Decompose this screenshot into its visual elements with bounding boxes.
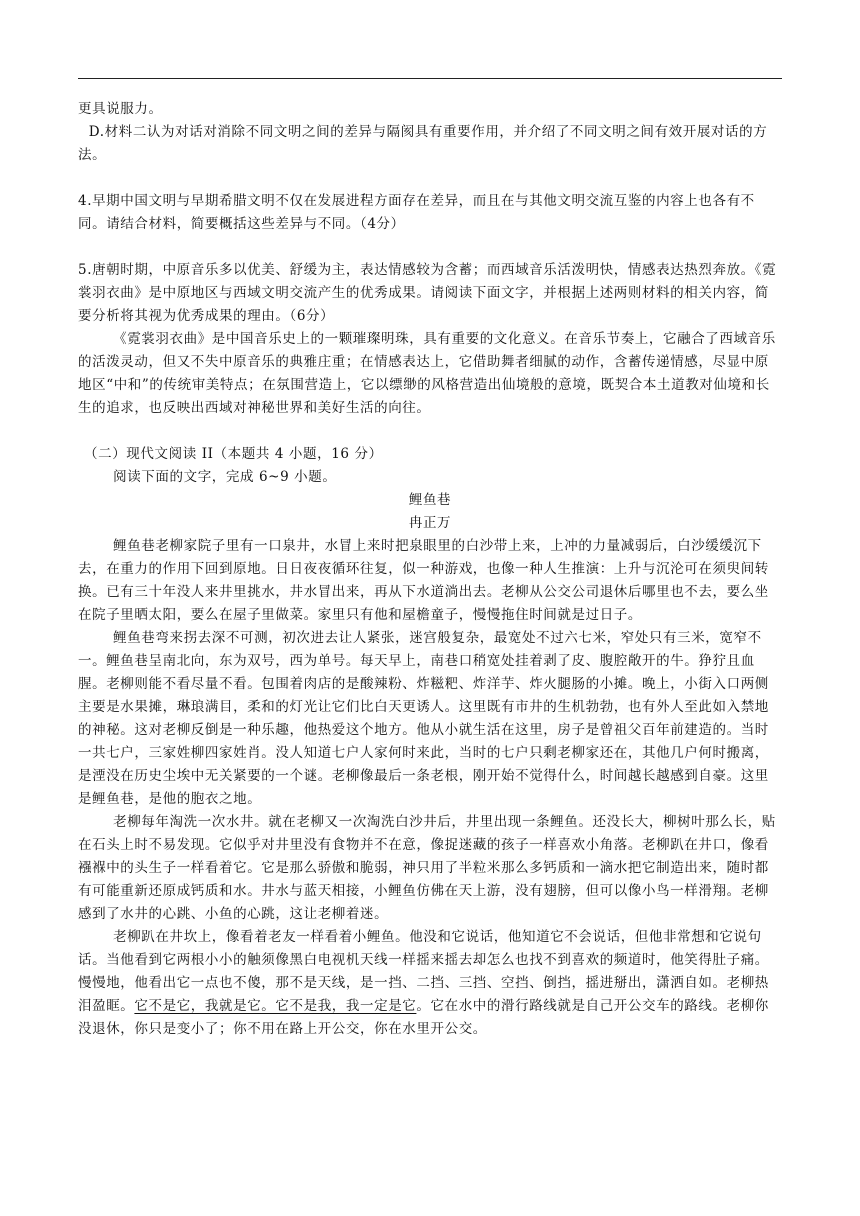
- question-5: 5.唐朝时期，中原音乐多以优美、舒缓为主，表达情感较为含蓄；而西域音乐活泼明快，情感表达热烈奔放。《霓裳羽衣曲》是中原地区与西域文明交流产生的优秀成果。请阅读下面文字，并根据上述两则材料的相关内容，简要分析将其视为优秀成果的理由。（6分）: [78, 262, 777, 324]
- question-4: 4.早期中国文明与早期希腊文明不仅在发展进程方面存在差异，而且在与其他文明交流互鉴的内容上也各有不同。请结合材料，简要概括这些差异与不同。（4分）: [78, 193, 755, 232]
- story-paragraph-4: [78, 926, 782, 1041]
- header-rule: [78, 78, 782, 79]
- spacer: [78, 167, 782, 190]
- paragraph-4-text-before: 老柳趴在井坎上，像看着老友一样看着小鲤鱼。他没和它说话，他知道它不会说话，但他非常想和它说句话。当他看到它两根小小的触须像黑白电视机天线一样摇来摇去却怎么也找不到喜欢的频道时，他笑得肚子痛。慢慢地，他看出它一点也不傻，那不是天线，是一挡、二挡、三挡、空挡、倒挡，摇进掰出，潇洒自如。老柳热泪盈眶。: [78, 929, 769, 1014]
- question-5-passage: 《霓裳羽衣曲》是中国音乐史上的一颗璀璨明珠，具有重要的文化意义。在音乐节奏上，它融合了西域音乐的活泼灵动，但又不失中原音乐的典雅庄重；在情感表达上，它借助舞者细腻的动作，含蓄传递情感，尽显中原地区“中和”的传统审美特点；在氛围营造上，它以缥缈的风格营造出仙境般的意境，既契合本土道教对仙境和长生的追求，也反映出西域对神秘世界和美好生活的向往。: [78, 331, 776, 416]
- document-page: [78, 98, 782, 1041]
- option-d: D.材料二认为对话对消除不同文明之间的差异与隔阂具有重要作用，并介绍了不同文明之间有效开展对话的方法。: [78, 124, 768, 163]
- continuation-text: 更具说服力。: [78, 101, 163, 117]
- underlined-sentence: 它不是它，我就是它。它不是我，我一定是它: [134, 998, 417, 1014]
- spacer: [78, 236, 782, 259]
- spacer: [78, 420, 782, 443]
- story-author: 冉正万: [408, 515, 452, 531]
- story-title: 鲤鱼巷: [408, 492, 452, 508]
- story-paragraph-2: 鲤鱼巷弯来拐去深不可测，初次进去让人紧张，迷宫般复杂，最宽处不过六七米，窄处只有三米，宽窄不一。鲤鱼巷呈南北向，东为双号，西为单号。每天早上，南巷口稍宽处挂着剥了皮、腹腔敞开的牛。狰狞且血腥。老柳则能不看尽量不看。包围着肉店的是酸辣粉、炸糍粑、炸洋芋、炸火腿肠的小摊。晚上，小街入口两侧主要是水果摊，琳琅满目，柔和的灯光让它们比白天更诱人。这里既有市井的生机勃勃，也有外人至此如入禁地的神秘。这对老柳反倒是一种乐趣，他热爱这个地方。他从小就生活在这里，房子是曾祖父百年前建造的。当时一共七户，三家姓柳四家姓肖。没人知道七户人家何时来此，当时的七户只剩老柳家还在，其他几户何时搬离，是湮没在历史尘埃中无关紧要的一个谜。老柳像最后一条老根，刚开始不觉得什么，时间越长越感到自豪。这里是鲤鱼巷，是他的胞衣之地。: [78, 630, 769, 807]
- story-paragraph-3: 老柳每年淘洗一次水井。就在老柳又一次淘洗白沙井后，井里出现一条鲤鱼。还没长大，柳树叶那么长，贴在石头上时不易发现。它似乎对井里没有食物并不在意，像捉迷藏的孩子一样喜欢小角落。老柳趴在井口，像看襁褓中的头生子一样看着它。它是那么骄傲和脆弱，神只用了半粒米那么多钙质和一滴水把它制造出来，随时都有可能重新还原成钙质和水。井水与蓝天相接，小鲤鱼仿佛在天上游，没有翅膀，但可以像小鸟一样滑翔。老柳感到了水井的心跳、小鱼的心跳，这让老柳着迷。: [78, 814, 776, 922]
- story-paragraph-1: 鲤鱼巷老柳家院子里有一口泉井，水冒上来时把泉眼里的白沙带上来，上冲的力量减弱后，白沙缓缓沉下去，在重力的作用下回到原地。日日夜夜循环往复，似一种游戏，也像一种人生推演：上升与沉沦可在须臾间转换。已有三十年没人来井里挑水，井水冒出来，再从下水道淌出去。老柳从公交公司退休后哪里也不去，要么坐在院子里晒太阳，要么在屋子里做菜。家里只有他和屋檐童子，慢慢拖住时间就是过日子。: [78, 538, 769, 623]
- section-heading: （二）现代文阅读 II（本题共 4 小题，16 分）: [84, 446, 383, 462]
- paragraph-4-text-after: 。它在水中的滑行路线就是自己开公交车的路线。老柳你没退休，你只是变小了；你不用在路上开公交，你在水里开公交。: [78, 998, 769, 1037]
- reading-instruction: 阅读下面的文字，完成 6~9 小题。: [113, 469, 337, 485]
